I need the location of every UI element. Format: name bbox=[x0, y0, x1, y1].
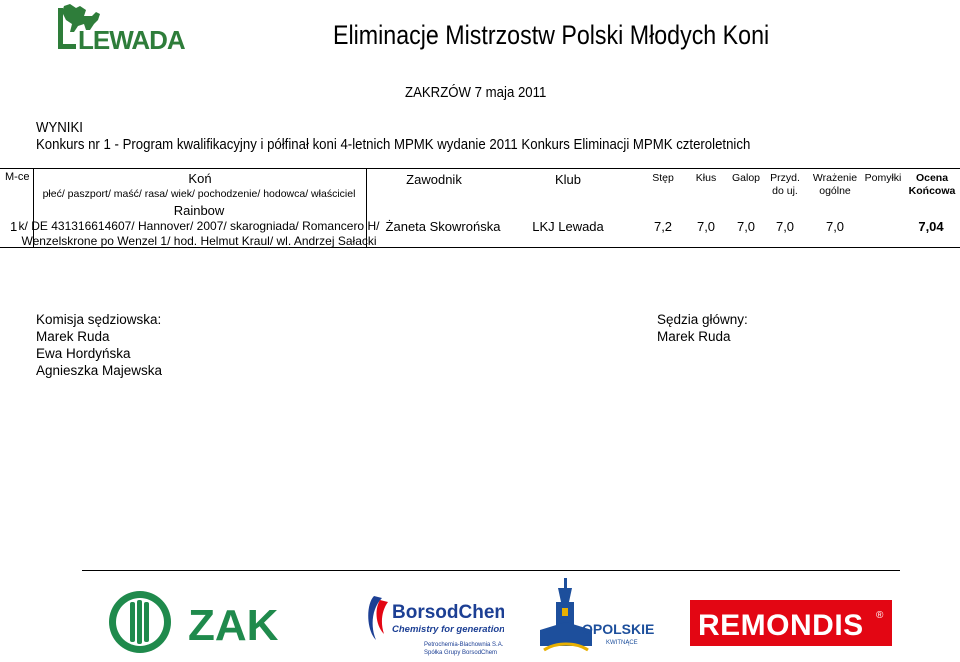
header-rider: Zawodnik bbox=[406, 172, 462, 187]
footer-divider bbox=[82, 570, 900, 571]
row-canter: 7,0 bbox=[736, 219, 756, 234]
row-club: LKJ Lewada bbox=[532, 219, 604, 234]
remondis-registered-mark: ® bbox=[876, 610, 884, 621]
jury-label: Komisja sędziowska: bbox=[36, 312, 162, 327]
results-heading: WYNIKI bbox=[36, 119, 83, 136]
row-place: 1 bbox=[10, 219, 18, 234]
header-errors: Pomyłki bbox=[864, 172, 902, 184]
borsodchem-name: BorsodChem bbox=[392, 602, 504, 623]
header-club: Klub bbox=[554, 172, 582, 187]
header-horse: Koń bbox=[188, 171, 212, 186]
opolskie-text: OPOLSKIE bbox=[582, 621, 655, 637]
header-canter: Galop bbox=[731, 172, 761, 184]
results-table bbox=[0, 168, 960, 248]
header-final-1: Ocena bbox=[915, 172, 949, 184]
header-place: M-ce bbox=[5, 171, 30, 183]
header-walk: Stęp bbox=[652, 172, 674, 184]
chief-judge-label: Sędzia główny: bbox=[657, 312, 748, 327]
competition-title: Konkurs nr 1 - Program kwalifikacyjny i półfinał koni 4-letnich MPMK wydanie 2011 Konkurs Eliminacji MPMK czteroletnich bbox=[36, 136, 751, 153]
row-horse-details-2: Wenzelskrone po Wenzel 1/ hod. Helmut Kraul/ wl. Andrzej Sałacki bbox=[21, 234, 377, 248]
lewada-logo bbox=[56, 2, 208, 54]
opolskie-logo bbox=[536, 576, 662, 660]
remondis-text: REMONDIS bbox=[698, 609, 864, 642]
remondis-logo bbox=[690, 600, 892, 646]
page-title: Eliminacje Mistrzostw Polski Młodych Koni bbox=[333, 20, 770, 50]
venue-date: ZAKRZÓW 7 maja 2011 bbox=[405, 84, 547, 101]
row-final: 7,04 bbox=[918, 219, 944, 234]
chief-judge-name: Marek Ruda bbox=[657, 329, 731, 344]
zak-logo-text: ZAK bbox=[188, 601, 279, 650]
borsodchem-sub1: Petrochemia-Blachownia S.A. bbox=[424, 642, 504, 648]
row-walk: 7,2 bbox=[653, 219, 673, 234]
lewada-logo-text: LEWADA bbox=[78, 25, 185, 54]
header-final-2: Końcowa bbox=[908, 185, 956, 197]
opolskie-subtext: KWITNĄCE bbox=[606, 640, 638, 646]
row-horse-details-1: k/ DE 431316614607/ Hannover/ 2007/ skarogniada/ Romancero H/ bbox=[18, 219, 380, 233]
jury-member: Agnieszka Majewska bbox=[36, 363, 163, 378]
row-submission: 7,0 bbox=[775, 219, 795, 234]
jury-member: Ewa Hordyńska bbox=[36, 346, 131, 361]
row-trot: 7,0 bbox=[696, 219, 716, 234]
row-impression: 7,0 bbox=[825, 219, 845, 234]
jury-block bbox=[36, 311, 162, 379]
header-impression-1: Wrażenie bbox=[812, 172, 858, 184]
zak-logo bbox=[106, 588, 318, 656]
header-trot: Kłus bbox=[695, 172, 717, 184]
borsodchem-logo bbox=[364, 590, 504, 658]
header-impression-2: ogólne bbox=[819, 185, 851, 197]
jury-member: Marek Ruda bbox=[36, 329, 110, 344]
row-horse-name: Rainbow bbox=[173, 203, 225, 218]
header-horse-sub: płeć/ paszport/ maść/ rasa/ wiek/ pochodzenie/ hodowca/ właściciel bbox=[42, 188, 356, 200]
chief-judge-block bbox=[657, 311, 748, 345]
borsodchem-tagline: Chemistry for generations bbox=[392, 624, 504, 635]
borsodchem-sub2: Spółka Grupy BorsodChem bbox=[424, 650, 498, 656]
header-submission-1: Przyd. bbox=[770, 172, 800, 184]
row-rider: Żaneta Skowrońska bbox=[385, 219, 501, 234]
header-submission-2: do uj. bbox=[772, 185, 798, 197]
